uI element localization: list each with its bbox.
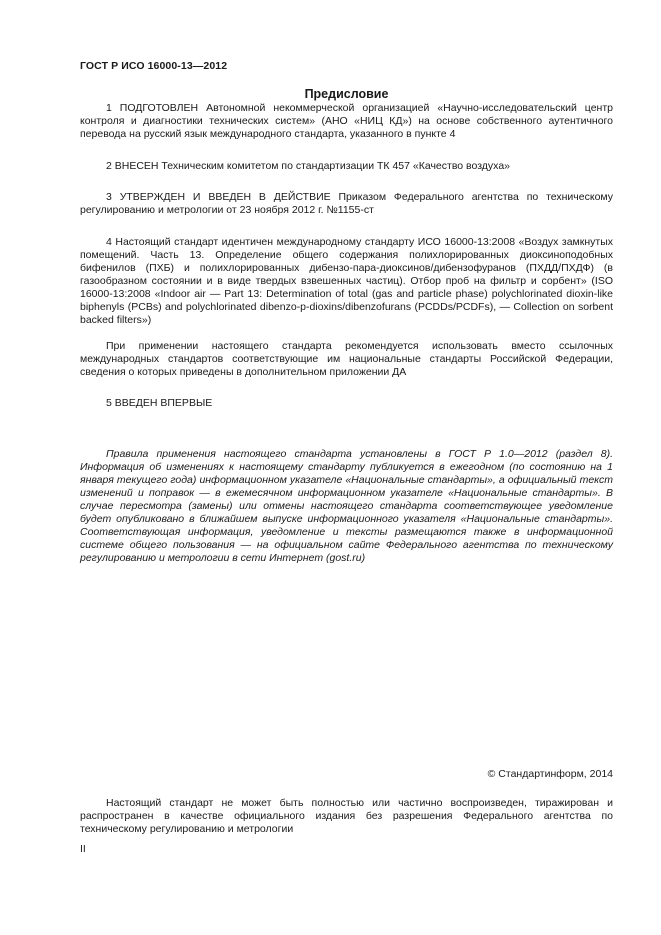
application-notice: Правила применения настоящего стандарта установлены в ГОСТ Р 1.0—2012 (раздел 8). Информация об изменениях к настоящему стандарту публикуется в ежегодном (по состоянию на 1 января текущего года) информационном указателе «Национальные стандарты», а официальный текст изменений и поправок — в ежемесячном информационном указателе «Национальные стандарты». В случае пересмотра (замены) или отмены настоящего стандарта соответствующее уведомление будет опубликовано в ближайшем выпуске информационного указателя «Национальные стандарты». Соответствующая информация, уведомление и тексты размещаются также в информационной системе общего пользования — на официальном сайте Федерального агентства по техническому регулированию и метрологии в сети Интернет (gost.ru) — [80, 448, 613, 564]
paragraph-submitted: 2 ВНЕСЕН Техническим комитетом по стандартизации ТК 457 «Качество воздуха» — [106, 160, 510, 172]
paragraph-approved: 3 УТВЕРЖДЕН И ВВЕДЕН В ДЕЙСТВИЕ Приказом Федерального агентства по техническому регулированию и метрологии от 23 ноября 2012 г. №1155-ст — [80, 191, 613, 216]
page-number: II — [80, 843, 86, 855]
paragraph-first-introduced: 5 ВВЕДЕН ВПЕРВЫЕ — [106, 397, 213, 409]
paragraph-identical: 4 Настоящий стандарт идентичен международному стандарту ИСО 16000-13:2008 «Воздух замкнутых помещений. Часть 13. Определение общего содержания полихлорированных диоксиноподобных бифенилов (ПХБ) и полихлорированных дибензо-пара-диоксинов/дибензофуранов (ПХДД/ПХДФ) (в газообразном состоянии и в виде твердых взвешенных частиц). Отбор проб на фильтр и сорбент» (ISO 16000-13:2008 «Indoor air — Part 13: Determination of total (gas and particle phase) polychlorinated dioxin-like biphenyls (PCBs) and polychlorinated dibenzo-p-dioxins/dibenzofurans (PCDDs/PCDFs), — Collection on sorbent backed filters») — [80, 236, 613, 326]
page-title: Предисловие — [304, 87, 389, 101]
paragraph-prepared: 1 ПОДГОТОВЛЕН Автономной некоммерческой организацией «Научно-исследовательский центр контроля и диагностики технических систем» (АНО «НИЦ КД») на основе собственного аутентичного перевода на русский язык международного стандарта, указанного в пункте 4 — [80, 102, 613, 140]
copyright: © Стандартинформ, 2014 — [487, 768, 613, 780]
standard-header: ГОСТ Р ИСО 16000-13—2012 — [80, 60, 228, 72]
paragraph-references: При применении настоящего стандарта рекомендуется использовать вместо ссылочных международных стандартов соответствующие им национальные стандарты Российской Федерации, сведения о которых приведены в дополнительном приложении ДА — [80, 340, 613, 378]
reproduction-notice: Настоящий стандарт не может быть полностью или частично воспроизведен, тиражирован и распространен в качестве официального издания без разрешения Федерального агентства по техническому регулированию и метрологии — [80, 797, 613, 835]
